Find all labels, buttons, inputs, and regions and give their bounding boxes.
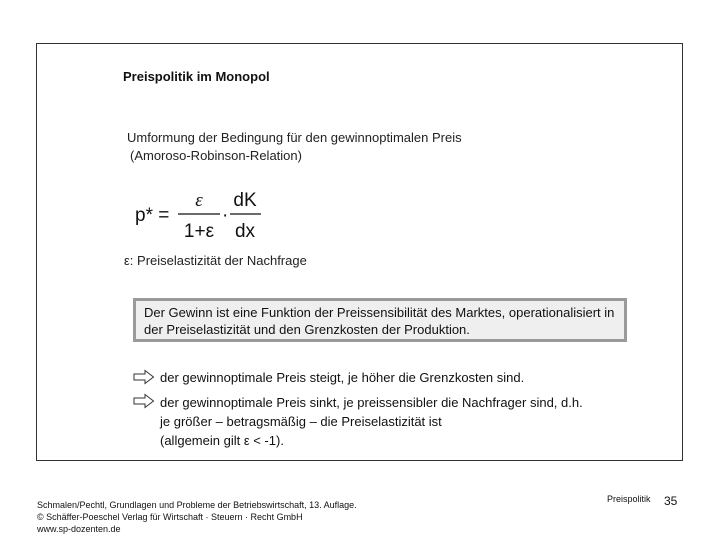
formula-frac2-denominator: dx [234, 221, 256, 242]
bullet-2-line-2: je größer – betragsmäßig – die Preiselastizität ist [160, 414, 442, 429]
arrow-right-icon [133, 393, 155, 409]
bullet-2-line-3: (allgemein gilt ε < -1). [160, 433, 284, 448]
footer-line-3: www.sp-dozenten.de [37, 524, 121, 534]
intro-line-2: (Amoroso-Robinson-Relation) [130, 148, 302, 163]
formula-frac1-denominator: 1+ε [183, 221, 215, 242]
amoroso-robinson-formula [134, 186, 274, 242]
arrow-right-icon [133, 369, 155, 385]
footer-line-1: Schmalen/Pechtl, Grundlagen und Probleme der Betriebswirtschaft, 13. Auflage. [37, 500, 357, 510]
bullet-2-line-1: der gewinnoptimale Preis sinkt, je preissensibler die Nachfrager sind, d.h. [160, 395, 583, 410]
footer-line-2: © Schäffer-Poeschel Verlag für Wirtschaft · Steuern · Recht GmbH [37, 512, 303, 522]
formula-frac1-numerator: ε [195, 190, 203, 211]
formula-frac2-numerator: dK [233, 190, 257, 211]
bullet-1: der gewinnoptimale Preis steigt, je höher die Grenzkosten sind. [160, 370, 525, 385]
footer-section: Preispolitik [607, 494, 651, 504]
bullet-2 [160, 393, 583, 450]
page-number: 35 [664, 494, 678, 508]
intro-line-1: Umformung der Bedingung für den gewinnoptimalen Preis [127, 130, 462, 145]
slide-title: Preispolitik im Monopol [123, 69, 270, 84]
footer-citation [37, 499, 357, 535]
intro-text [127, 129, 462, 165]
summary-box: Der Gewinn ist eine Funktion der Preissensibilität des Marktes, operationalisiert in der Preiselastizität und den Grenzkosten der Produktion. [133, 298, 627, 342]
formula-lhs: p* = [135, 205, 170, 226]
epsilon-definition: ε: Preiselastizität der Nachfrage [124, 253, 307, 268]
formula-dot: · [222, 205, 229, 226]
